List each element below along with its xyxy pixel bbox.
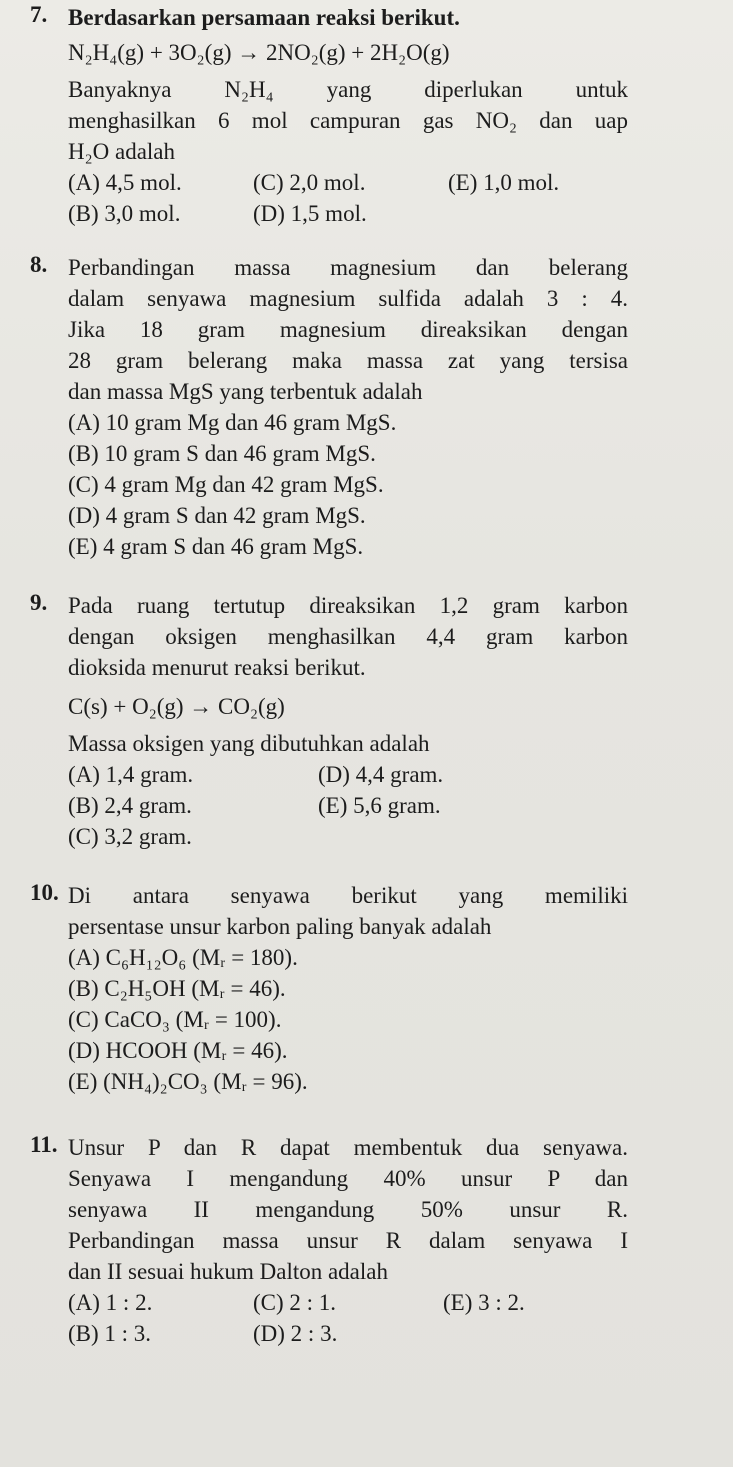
question-text: dalam senyawa magnesium sulfida adalah 3 : 4. xyxy=(68,286,628,311)
question-text: senyawa II mengandung 50% unsur R. xyxy=(68,1197,628,1222)
question-number: 11. xyxy=(30,1132,58,1157)
question-text: Jika 18 gram magnesium direaksikan dengan xyxy=(68,317,628,342)
question-text: dengan oksigen menghasilkan 4,4 gram karbon xyxy=(68,624,628,649)
option-a[interactable]: (A) 10 gram Mg dan 46 gram MgS. xyxy=(68,410,397,435)
option-a[interactable]: (A) 4,5 mol. xyxy=(68,170,182,195)
question-text: Pada ruang tertutup direaksikan 1,2 gram karbon xyxy=(68,593,628,618)
option-d[interactable]: (D) 4 gram S dan 42 gram MgS. xyxy=(68,503,366,528)
question-number: 7. xyxy=(30,2,48,27)
option-e[interactable]: (E) 3 : 2. xyxy=(443,1290,525,1315)
question-number: 9. xyxy=(30,590,48,615)
option-b[interactable]: (B) 3,0 mol. xyxy=(68,201,181,226)
option-c[interactable]: (C) CaCO₃ (Mᵣ = 100). xyxy=(68,1007,282,1032)
option-c[interactable]: (C) 2 : 1. xyxy=(253,1290,337,1315)
question-text: Perbandingan massa magnesium dan belerang xyxy=(68,255,628,280)
question-text: menghasilkan 6 mol campuran gas NO₂ dan uap xyxy=(68,108,628,133)
option-a[interactable]: (A) 1,4 gram. xyxy=(68,762,194,787)
option-e[interactable]: (E) 5,6 gram. xyxy=(318,793,441,818)
question-text: dan massa MgS yang terbentuk adalah xyxy=(68,379,423,404)
option-e[interactable]: (E) 4 gram S dan 46 gram MgS. xyxy=(68,534,364,559)
question-text: Senyawa I mengandung 40% unsur P dan xyxy=(68,1166,628,1191)
reaction-equation: C(s) + O₂(g) → CO₂(g) xyxy=(68,694,285,719)
option-d[interactable]: (D) 1,5 mol. xyxy=(253,201,367,226)
question-text: Perbandingan massa unsur R dalam senyawa I xyxy=(68,1228,628,1253)
option-b[interactable]: (B) 10 gram S dan 46 gram MgS. xyxy=(68,441,376,466)
option-d[interactable]: (D) HCOOH (Mᵣ = 46). xyxy=(68,1038,288,1063)
option-c[interactable]: (C) 2,0 mol. xyxy=(253,170,366,195)
option-a[interactable]: (A) 1 : 2. xyxy=(68,1290,153,1315)
question-text: Di antara senyawa berikut yang memiliki xyxy=(68,883,628,908)
question-text: persentase unsur karbon paling banyak adalah xyxy=(68,914,492,939)
question-text: dioksida menurut reaksi berikut. xyxy=(68,655,366,680)
reaction-equation: N₂H₄(g) + 3O₂(g) → 2NO₂(g) + 2H₂O(g) xyxy=(68,40,450,65)
question-text: Unsur P dan R dapat membentuk dua senyawa. xyxy=(68,1135,628,1160)
option-d[interactable]: (D) 2 : 3. xyxy=(253,1321,338,1346)
option-a[interactable]: (A) C₆H₁₂O₆ (Mᵣ = 180). xyxy=(68,945,298,970)
question-number: 8. xyxy=(30,252,48,277)
option-c[interactable]: (C) 4 gram Mg dan 42 gram MgS. xyxy=(68,472,384,497)
option-e[interactable]: (E) 1,0 mol. xyxy=(448,170,560,195)
question-text: H₂O adalah xyxy=(68,139,176,164)
question-text: dan II sesuai hukum Dalton adalah xyxy=(68,1259,388,1284)
option-b[interactable]: (B) C₂H₅OH (Mᵣ = 46). xyxy=(68,976,286,1001)
option-c[interactable]: (C) 3,2 gram. xyxy=(68,824,192,849)
question-text: Banyaknya N₂H₄ yang diperlukan untuk xyxy=(68,77,628,102)
question-prompt: Massa oksigen yang dibutuhkan adalah xyxy=(68,731,430,756)
question-text: 28 gram belerang maka massa zat yang tersisa xyxy=(68,348,628,373)
option-b[interactable]: (B) 1 : 3. xyxy=(68,1321,152,1346)
option-b[interactable]: (B) 2,4 gram. xyxy=(68,793,192,818)
option-e[interactable]: (E) (NH₄)₂CO₃ (Mᵣ = 96). xyxy=(68,1069,308,1094)
question-number: 10. xyxy=(30,880,59,905)
option-d[interactable]: (D) 4,4 gram. xyxy=(318,762,444,787)
question-title: Berdasarkan persamaan reaksi berikut. xyxy=(68,5,460,30)
